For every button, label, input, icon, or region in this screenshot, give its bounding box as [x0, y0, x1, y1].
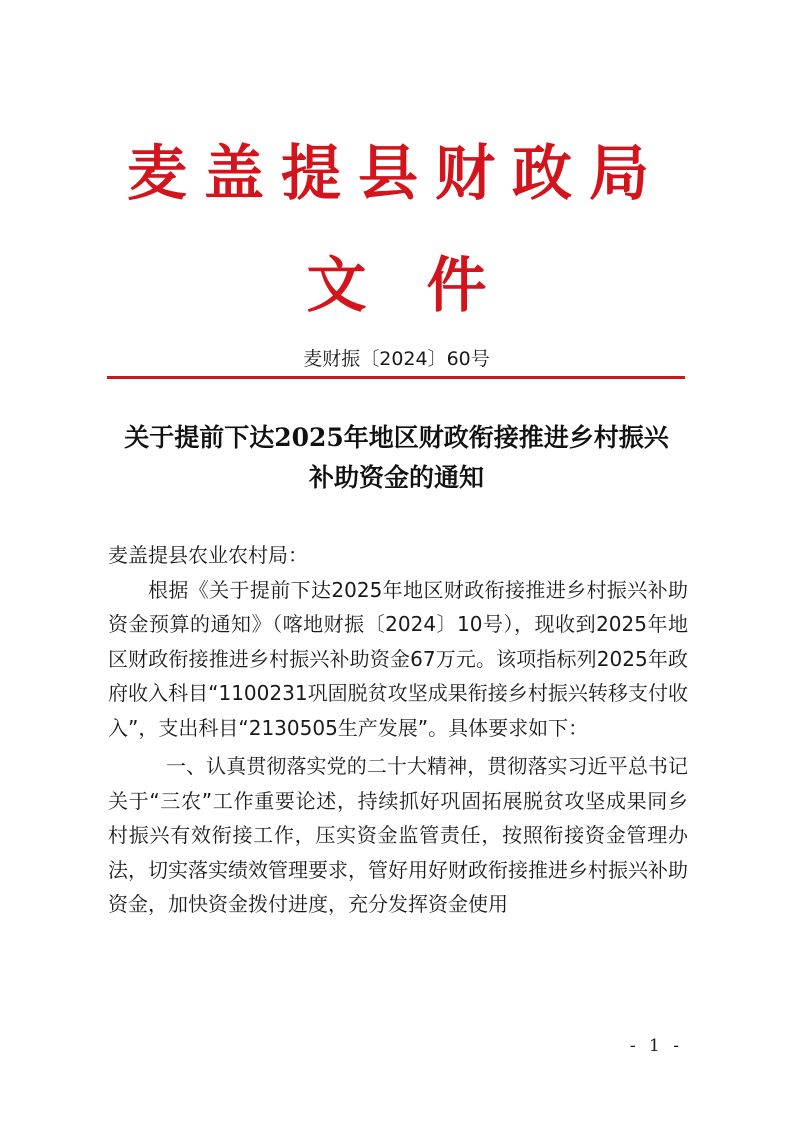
body-text	[108, 538, 688, 922]
red-divider-line	[107, 376, 685, 379]
paragraph-1: 根据《关于提前下达2025年地区财政衔接推进乡村振兴补助资金预算的通知》（喀地财振〔2024〕10号），现收到2025年地区财政衔接推进乡村振兴补助资金67万元。该项指标列2025年政府收入科目“1100231巩固脱贫攻坚成果衔接乡村振兴转移支付收入”，支出科目“2130505生产发展”。具体要求如下：	[108, 577, 688, 740]
addressee: 麦盖提县农业农村局：	[108, 543, 308, 567]
paragraph-2: 一、认真贯彻落实党的二十大精神，贯彻落实习近平总书记关于“三农”工作重要论述，持续抓好巩固拓展脱贫攻坚成果同乡村振兴有效衔接工作，压实资金监管责任，按照衔接资金管理办法，切实落实绩效管理要求，管好用好财政衔接推进乡村振兴补助资金，加快资金拨付进度，充分发挥资金使用	[108, 754, 688, 916]
notice-title	[90, 418, 703, 498]
document-number: 麦财振〔2024〕60号	[303, 348, 490, 370]
issuer-title: 麦盖提县财政局	[127, 139, 666, 209]
document-type-title: 文件	[306, 251, 547, 321]
page-number: - 1 -	[629, 1036, 683, 1056]
notice-title-line-2: 补助资金的通知	[308, 463, 484, 492]
notice-title-line-1: 关于提前下达2025年地区财政衔接推进乡村振兴	[124, 423, 669, 452]
